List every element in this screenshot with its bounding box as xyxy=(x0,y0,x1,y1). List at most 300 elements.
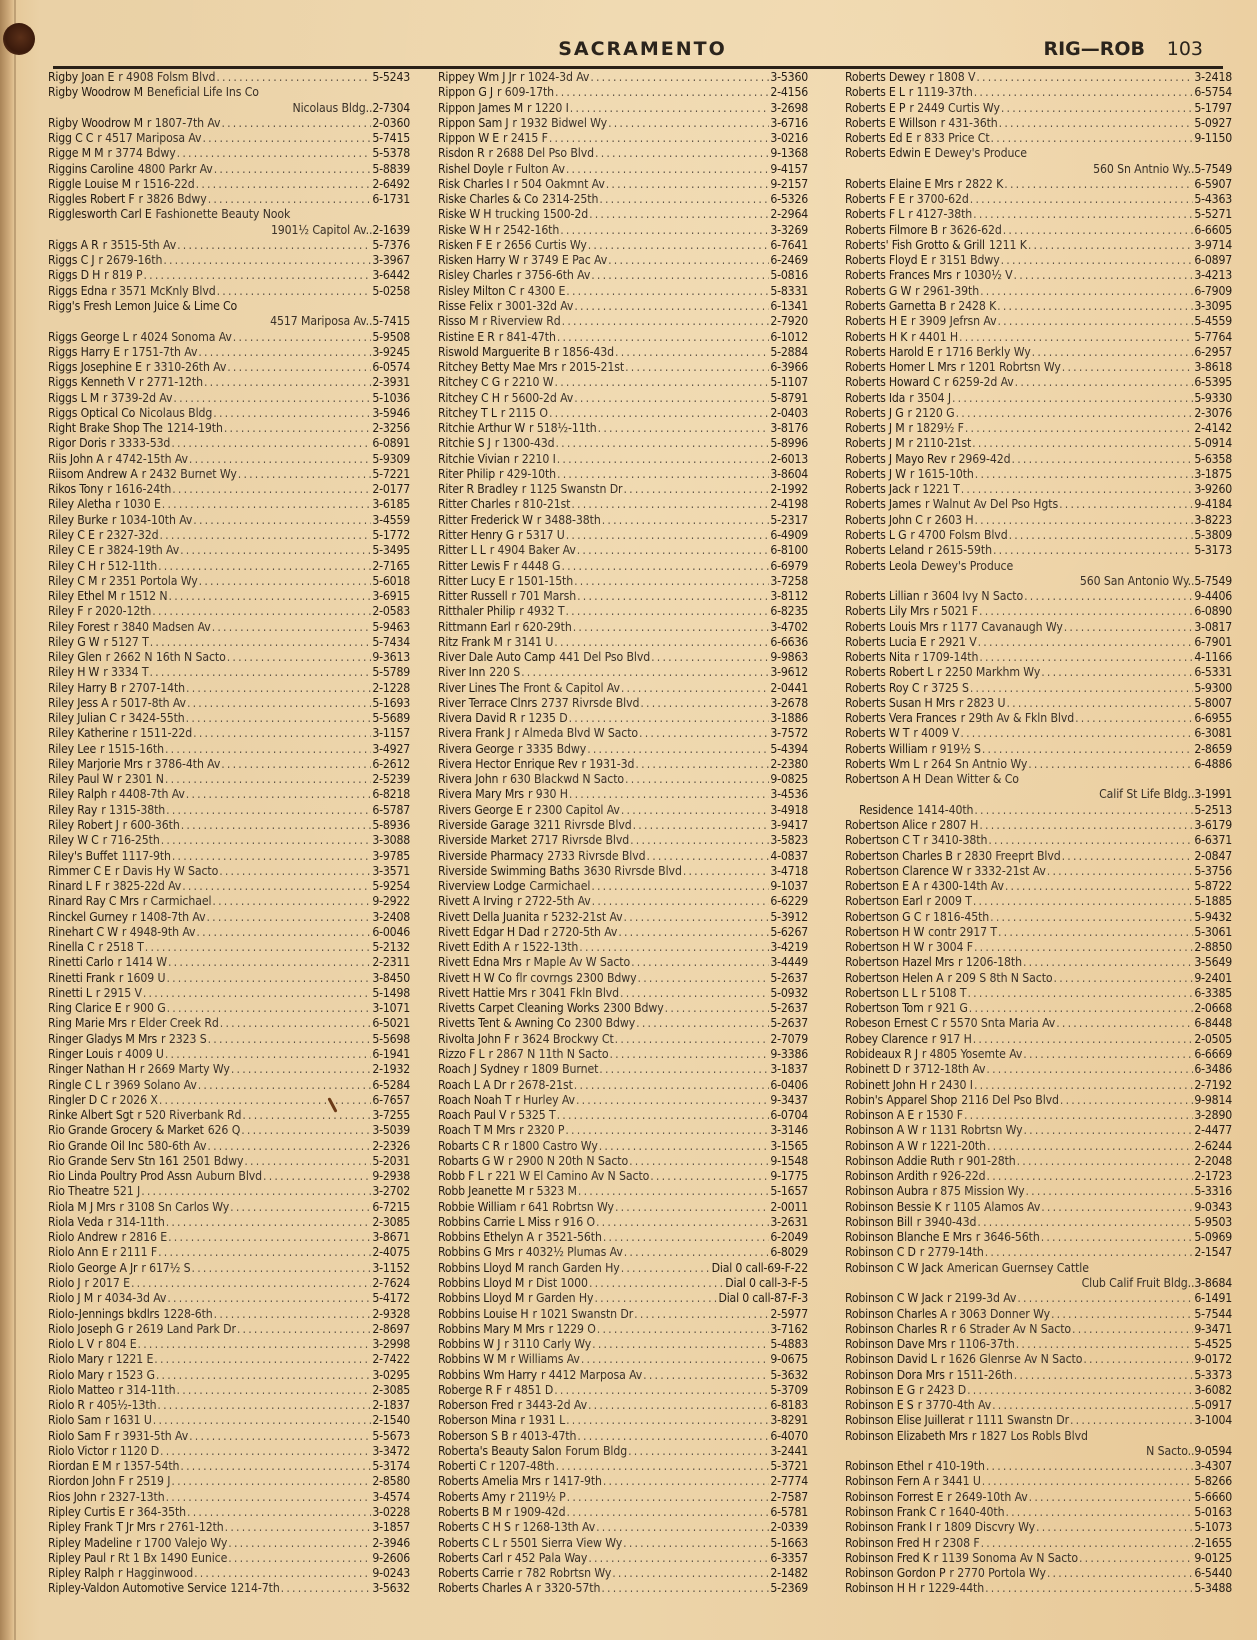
listing-entry xyxy=(845,1368,1232,1383)
listing-address: r 1609 U xyxy=(118,970,166,985)
listing-entry xyxy=(48,772,410,787)
listing-entry xyxy=(438,360,808,375)
listing-address: r 2770 Portola Wy xyxy=(949,1566,1046,1581)
listing-entry xyxy=(845,1245,1232,1260)
listing-entry xyxy=(48,849,410,864)
listing-address: r 2921 V xyxy=(930,634,977,649)
listing-name: Rivera Mary Mrs xyxy=(438,787,524,802)
listing-entry xyxy=(438,1581,808,1596)
listing-name: Ritchey C G xyxy=(438,375,501,390)
listing-address: r 2428 K xyxy=(950,298,997,313)
listing-address: r 841-47th xyxy=(498,329,556,344)
leader-dots xyxy=(166,803,371,818)
listing-address: r 2327-13th xyxy=(100,1489,165,1504)
listing-name: Risdon R xyxy=(438,146,485,161)
listing-entry xyxy=(48,635,410,650)
listing-phone: 3-1886 xyxy=(770,711,808,726)
leader-dots xyxy=(224,421,372,436)
listing-entry xyxy=(845,833,1232,848)
leader-dots xyxy=(150,635,372,650)
listing-name: Riolo Mary xyxy=(48,1352,104,1367)
listing-name: Roberts E L xyxy=(845,85,905,100)
listing-phone: 2-7624 xyxy=(372,1275,410,1290)
listing-phone: 5-7549 xyxy=(1194,573,1232,588)
listing-address: r 4700 Folsm Blvd xyxy=(910,527,1008,542)
listing-phone: 9-4157 xyxy=(770,161,808,176)
listing-entry xyxy=(845,818,1232,833)
listing-name: Robinson Elise Juillerat xyxy=(845,1413,965,1428)
listing-entry xyxy=(438,238,808,253)
listing-name: Rivera George xyxy=(438,741,514,756)
listing-name: Riter R Bradley xyxy=(438,482,518,497)
leader-dots xyxy=(1041,1200,1193,1215)
listing-entry xyxy=(845,879,1232,894)
listing-phone: 2-3931 xyxy=(372,375,410,390)
listing-name: Rishel Doyle xyxy=(438,161,504,176)
listing-name: Robinson Ethel xyxy=(845,1459,924,1474)
listing-entry xyxy=(438,1169,808,1184)
leader-dots xyxy=(574,391,769,406)
listing-phone: 5-3709 xyxy=(770,1382,808,1397)
leader-dots xyxy=(194,1566,371,1581)
leader-dots xyxy=(1012,452,1194,467)
listing-phone: 9-4184 xyxy=(1194,497,1232,512)
leader-dots xyxy=(589,207,769,222)
listing-phone: 3-1157 xyxy=(372,726,410,741)
leader-dots xyxy=(166,1215,372,1230)
listing-name: Roberts William xyxy=(845,741,928,756)
listing-address: r 3712-18th Av xyxy=(905,1062,986,1077)
listing-address: r 3756-6th Av xyxy=(516,268,591,283)
leader-dots xyxy=(588,1551,769,1566)
listing-name: Robertson E A xyxy=(845,879,920,894)
listing-address: r 1516-22d xyxy=(134,176,195,191)
leader-dots xyxy=(595,146,769,161)
listing-address: r 5127 T xyxy=(103,634,149,649)
leader-dots xyxy=(960,726,1193,741)
leader-dots xyxy=(651,650,769,665)
listing-phone: 6-6955 xyxy=(1194,711,1232,726)
listing-name: Riolo Andrew xyxy=(48,1230,118,1245)
listing-address: r 6259-2d Av xyxy=(944,375,1014,390)
listing-address: r 1414 W xyxy=(117,955,167,970)
listing-phone: 3-1991 xyxy=(1194,787,1232,802)
listing-phone: 3-0295 xyxy=(372,1367,410,1382)
listing-entry xyxy=(438,1184,808,1199)
leader-dots xyxy=(187,696,371,711)
leader-dots xyxy=(624,1245,770,1260)
listing-phone: 5-9463 xyxy=(372,619,410,634)
leader-dots xyxy=(154,1352,371,1367)
listing-name: Roberts Nita xyxy=(845,650,911,665)
listing-phone: 5-7544 xyxy=(1194,1306,1232,1321)
listing-phone: 6-4909 xyxy=(770,527,808,542)
listing-address: r 4009 V xyxy=(913,726,960,741)
listing-name: Roberson S B xyxy=(438,1428,509,1443)
listing-address: r 1131 Robrtsn Wy xyxy=(922,1123,1023,1138)
leader-dots xyxy=(976,70,1193,85)
listing-name: Robertson H W xyxy=(845,924,925,939)
listing-address: r 4932 T xyxy=(519,604,565,619)
listing-address: r 620-29th xyxy=(514,619,572,634)
listing-address: r 2111 F xyxy=(112,1245,158,1260)
listing-address: r 2720-5th Av xyxy=(543,924,618,939)
listing-name: Riggs L M xyxy=(48,390,100,405)
listing-entry xyxy=(845,421,1232,436)
listing-entry xyxy=(438,1001,808,1016)
listing-name: Roberts Wm L xyxy=(845,756,920,771)
listing-name: Riverside Market xyxy=(438,833,527,848)
listing-phone: 5-9254 xyxy=(372,879,410,894)
listing-name: Riley Glen xyxy=(48,650,102,665)
listing-entry xyxy=(48,1184,410,1199)
listing-address: r 2026 X xyxy=(111,1092,158,1107)
leader-dots xyxy=(566,1413,769,1428)
leader-dots xyxy=(978,635,1194,650)
listing-name: Ritchie Arthur W xyxy=(438,421,526,436)
listing-address: 4517 Mariposa Av.. xyxy=(270,314,373,329)
listing-address: r 1640-40th xyxy=(940,1504,1005,1519)
listing-name: Rinard Ray C Mrs xyxy=(48,894,139,909)
listing-entry xyxy=(438,1322,808,1337)
listing-phone: 3-6179 xyxy=(1194,818,1232,833)
listing-entry xyxy=(845,910,1232,925)
leader-dots xyxy=(196,177,372,192)
listing-entry xyxy=(845,284,1232,299)
listing-address: r 3335 Bdwy xyxy=(517,741,587,756)
listing-address: r 2320 P xyxy=(519,1123,565,1138)
listing-address: 2717 Rivrsde Blvd xyxy=(530,833,630,848)
leader-dots xyxy=(952,391,1193,406)
listing-entry xyxy=(48,330,410,345)
listing-entry xyxy=(438,1276,808,1291)
leader-dots xyxy=(242,299,409,314)
listing-phone: 5-3316 xyxy=(1194,1184,1232,1199)
listing-name: Riley Ralph xyxy=(48,787,108,802)
listing-phone: 6-0406 xyxy=(770,1077,808,1092)
listing-address: r Elder Creek Rd xyxy=(130,1016,219,1031)
listing-phone: 5-9508 xyxy=(372,329,410,344)
listing-address: r 2323 S xyxy=(161,1031,207,1046)
leader-dots xyxy=(204,375,371,390)
listing-name: Robinson Aubra xyxy=(845,1184,929,1199)
leader-dots xyxy=(982,742,1194,757)
listing-address: r 4904 Baker Av xyxy=(489,543,576,558)
listing-entry xyxy=(438,528,808,543)
listing-phone: 5-0917 xyxy=(1194,1398,1232,1413)
listing-address: Calif St Life Bldg.. xyxy=(1099,787,1195,802)
listing-address: r 4024 Sonoma Av xyxy=(132,329,232,344)
listing-name: Ritter Charles xyxy=(438,497,511,512)
listing-name: Roberts John C xyxy=(845,512,923,527)
header-rule xyxy=(53,66,1223,69)
listing-address: r 1827 Los Robls Blvd xyxy=(971,1428,1088,1443)
listing-name: Robideaux R J xyxy=(845,1047,918,1061)
listing-name: Riolo R xyxy=(48,1398,85,1413)
leader-dots xyxy=(985,1581,1193,1596)
listing-address: r 3521-56th xyxy=(537,1230,602,1245)
listing-phone: 2-7774 xyxy=(770,1474,808,1489)
listing-entry xyxy=(438,314,808,329)
listing-phone: 3-6185 xyxy=(372,497,410,512)
listing-address: 2300 Bdwy xyxy=(603,1001,664,1016)
listing-entry xyxy=(48,910,410,925)
listing-name: Roberts H E xyxy=(845,314,907,329)
listing-entry xyxy=(48,482,410,497)
listing-entry xyxy=(845,681,1232,696)
listing-entry xyxy=(48,1245,410,1260)
listing-phone: 9-1548 xyxy=(770,1153,808,1168)
listing-entry xyxy=(48,207,410,222)
listing-entry xyxy=(48,1459,410,1474)
leader-dots xyxy=(565,604,769,619)
leader-dots xyxy=(979,818,1193,833)
listing-phone: 6-5907 xyxy=(1194,176,1232,191)
listing-address: 1901½ Capitol Av.. xyxy=(270,222,373,237)
listing-name: Robinson H H xyxy=(845,1581,917,1596)
listing-address: 4800 Parkr Av xyxy=(137,161,213,176)
listing-phone: 5-6358 xyxy=(1194,451,1232,466)
leader-dots xyxy=(1059,497,1193,512)
listing-name: Roberts C H S xyxy=(438,1520,511,1535)
listing-name: Robinson E S xyxy=(845,1398,914,1413)
listing-name: Ringer Gladys M Mrs xyxy=(48,1031,158,1046)
listing-phone: 3-3146 xyxy=(770,1123,808,1138)
listing-name: Robinson Gordon P xyxy=(845,1566,946,1581)
listing-address: r 2020-12th xyxy=(87,604,152,619)
listing-entry xyxy=(438,1139,808,1154)
leader-dots xyxy=(199,574,372,589)
listing-address: r Garden Hy xyxy=(528,1291,594,1306)
listing-phone: 3-3967 xyxy=(372,253,410,268)
listing-name: Ritchie S J xyxy=(438,436,491,451)
listing-name: Roberts C L xyxy=(438,1535,499,1550)
listing-entry xyxy=(48,1581,410,1596)
listing-name: Robbins W M xyxy=(438,1352,507,1367)
listing-entry xyxy=(438,101,808,116)
listing-entry xyxy=(845,101,1232,116)
listing-phone: 5-1657 xyxy=(770,1184,808,1199)
listing-entry xyxy=(845,665,1232,680)
listing-entry xyxy=(48,1047,410,1062)
listing-entry xyxy=(845,85,1232,100)
listing-address: r 3515-5th Av xyxy=(102,237,177,252)
listing-entry xyxy=(845,1398,1232,1413)
listing-name: Robey Clarence xyxy=(845,1031,928,1046)
leader-dots xyxy=(1032,345,1194,360)
listing-address: r 2761-12th xyxy=(159,1520,224,1535)
listing-address: r 1809 Burnet xyxy=(523,1062,599,1077)
listing-phone: 3-3088 xyxy=(372,833,410,848)
listing-entry xyxy=(438,849,808,864)
listing-address: r 3624 Brockwy Ct xyxy=(514,1031,614,1046)
leader-dots xyxy=(573,620,770,635)
listing-address: contr 2917 T xyxy=(928,924,997,939)
leader-dots xyxy=(987,1139,1193,1154)
listing-phone: 2-1932 xyxy=(372,1062,410,1077)
listing-entry xyxy=(845,894,1232,909)
listing-address: Carmichael xyxy=(529,879,591,894)
listing-address: r 2816 E xyxy=(121,1230,168,1245)
leader-dots xyxy=(1029,1490,1194,1505)
listing-phone: 4-0837 xyxy=(770,848,808,863)
listing-phone: 5-1498 xyxy=(372,985,410,1000)
leader-dots xyxy=(230,1200,371,1215)
listing-name: Roberts J Mayo Rev xyxy=(845,451,947,466)
leader-dots xyxy=(628,1444,769,1459)
listing-name: Rigg's Fresh Lemon Juice & Lime Co xyxy=(48,298,237,313)
leader-dots xyxy=(189,452,371,467)
listing-entry xyxy=(438,864,808,879)
listing-entry xyxy=(845,314,1232,329)
listing-name: Riggs C J xyxy=(48,253,95,268)
listing-entry xyxy=(48,1322,410,1337)
leader-dots xyxy=(986,1062,1193,1077)
listing-phone: 5-3756 xyxy=(1194,863,1232,878)
listing-address: r 1417-9th xyxy=(544,1474,602,1489)
listing-address: r 29th Av & Fkln Blvd xyxy=(960,711,1075,726)
listing-address: r 2432 Burnet Wy xyxy=(141,466,237,481)
leader-dots xyxy=(192,1261,372,1276)
listing-address: r 1221 T xyxy=(914,482,960,497)
listing-name: Riter Philip xyxy=(438,466,495,481)
listing-phone: 5-6267 xyxy=(770,924,808,939)
listing-address: r 3001-32d Av xyxy=(497,298,574,313)
listing-phone: 3-8450 xyxy=(372,970,410,985)
listing-phone: 5-8266 xyxy=(1194,1474,1232,1489)
listing-entry xyxy=(48,879,410,894)
listing-address: Beneficial Life Ins Co xyxy=(146,85,259,100)
listing-entry xyxy=(438,207,808,222)
listing-name: Riley H W xyxy=(48,665,100,680)
listing-entry xyxy=(48,253,410,268)
listing-name: Roberge R F xyxy=(438,1382,503,1397)
listing-phone: 9-3471 xyxy=(1194,1321,1232,1336)
listing-address: r 1515-16th xyxy=(100,741,164,756)
listing-name: Riverside Pharmacy xyxy=(438,848,544,863)
listing-entry xyxy=(438,604,808,619)
listing-name: Roberts B M xyxy=(438,1504,502,1519)
listing-phone: 3-1875 xyxy=(1194,466,1232,481)
listing-entry xyxy=(48,1016,410,1031)
listing-name: Riggs Josephine E xyxy=(48,360,142,375)
listing-name: Rinetti Frank xyxy=(48,970,115,985)
listing-phone: 3-1071 xyxy=(372,1001,410,1016)
listing-phone: 2-8697 xyxy=(372,1321,410,1336)
listing-phone: 2-7079 xyxy=(770,1031,808,1046)
listing-entry xyxy=(48,1108,410,1123)
leader-dots xyxy=(1090,1261,1231,1276)
listing-entry xyxy=(845,1490,1232,1505)
listing-name: Riggs Edna xyxy=(48,283,108,298)
listing-phone: 2-6492 xyxy=(372,176,410,191)
listing-name: Robinett D xyxy=(845,1062,902,1077)
listing-entry xyxy=(438,665,808,680)
listing-phone: 9-0825 xyxy=(770,772,808,787)
listing-name: Roach Noah T xyxy=(438,1092,512,1107)
leader-dots xyxy=(172,849,371,864)
listing-phone: 6-6605 xyxy=(1194,222,1232,237)
listing-name: Riggs Optical Co xyxy=(48,405,136,420)
listing-name: Riswold Marguerite B xyxy=(438,344,551,359)
listing-phone: 3-5039 xyxy=(372,1123,410,1138)
listing-name: Riley Lee xyxy=(48,741,97,756)
listing-name: Ring Marie Mrs xyxy=(48,1016,127,1031)
listing-address: r 3333-53d xyxy=(110,436,171,451)
listing-phone: 5-3173 xyxy=(1194,543,1232,558)
listing-entry xyxy=(48,1230,410,1245)
leader-dots xyxy=(1062,849,1194,864)
listing-phone: 9-2606 xyxy=(372,1550,410,1565)
leader-dots xyxy=(683,864,770,879)
listing-address: r 926-22d xyxy=(932,1169,986,1184)
listing-address: r 2542-16th xyxy=(495,222,560,237)
listing-address: r 3909 Jefrsn Av xyxy=(910,314,997,329)
listing-phone: 3-3095 xyxy=(1194,298,1232,313)
listing-entry xyxy=(845,1474,1232,1489)
listing-address: r 2822 K xyxy=(957,176,1004,191)
listing-phone: 2-0505 xyxy=(1194,1031,1232,1046)
leader-dots xyxy=(143,986,371,1001)
leader-dots xyxy=(1003,223,1194,238)
listing-name: Rippon G J xyxy=(438,85,493,100)
listing-phone: 3-6716 xyxy=(770,115,808,130)
listing-name: Rinetti Carlo xyxy=(48,955,114,970)
listing-name: Robertson Helen A xyxy=(845,970,944,985)
listing-name: Roberti C xyxy=(438,1459,487,1474)
listing-entry xyxy=(845,1001,1232,1016)
listing-name: Roberts Ed E xyxy=(845,131,913,146)
listing-entry xyxy=(845,1078,1232,1093)
listing-entry xyxy=(48,1032,410,1047)
listing-phone: 5-7549 xyxy=(1194,161,1232,176)
leader-dots xyxy=(589,1276,724,1291)
leader-dots xyxy=(599,192,769,207)
listing-phone: 5-2884 xyxy=(770,344,808,359)
listing-address: r 2449 Curtis Wy xyxy=(909,100,1000,115)
listing-address: r 1909-42d xyxy=(505,1504,566,1519)
listing-phone: 6-5331 xyxy=(1194,665,1232,680)
listing-address: r 221 W El Camino Av N Sacto xyxy=(487,1169,650,1184)
listing-address: 1117-9th xyxy=(121,848,171,863)
page-binding-edge xyxy=(0,0,14,1640)
listing-phone: 3-2998 xyxy=(372,1337,410,1352)
listing-phone: 5-2132 xyxy=(372,940,410,955)
listing-phone: 5-1693 xyxy=(372,695,410,710)
listing-address: r 2017 E xyxy=(84,1275,130,1290)
listing-entry xyxy=(438,268,808,283)
listing-entry xyxy=(438,1490,808,1505)
leader-dots xyxy=(975,513,1194,528)
listing-entry xyxy=(48,116,410,131)
leader-dots xyxy=(633,818,770,833)
listing-entry xyxy=(438,1215,808,1230)
listing-name: Robinson E G xyxy=(845,1382,916,1397)
leader-dots xyxy=(973,894,1194,909)
leader-dots xyxy=(974,940,1193,955)
leader-dots xyxy=(588,238,770,253)
listing-phone: 2-3946 xyxy=(372,1535,410,1550)
listing-name: Roberts' Fish Grotto & Grill xyxy=(845,237,985,252)
listing-phone: 6-0046 xyxy=(372,924,410,939)
listing-address: r Almeda Blvd W Sacto xyxy=(514,726,639,741)
listing-entry xyxy=(438,681,808,696)
leader-dots xyxy=(615,345,769,360)
listing-address: r Riverview Rd xyxy=(482,314,561,329)
listing-entry xyxy=(845,757,1232,772)
listing-entry xyxy=(438,772,808,787)
leader-dots xyxy=(569,711,770,726)
